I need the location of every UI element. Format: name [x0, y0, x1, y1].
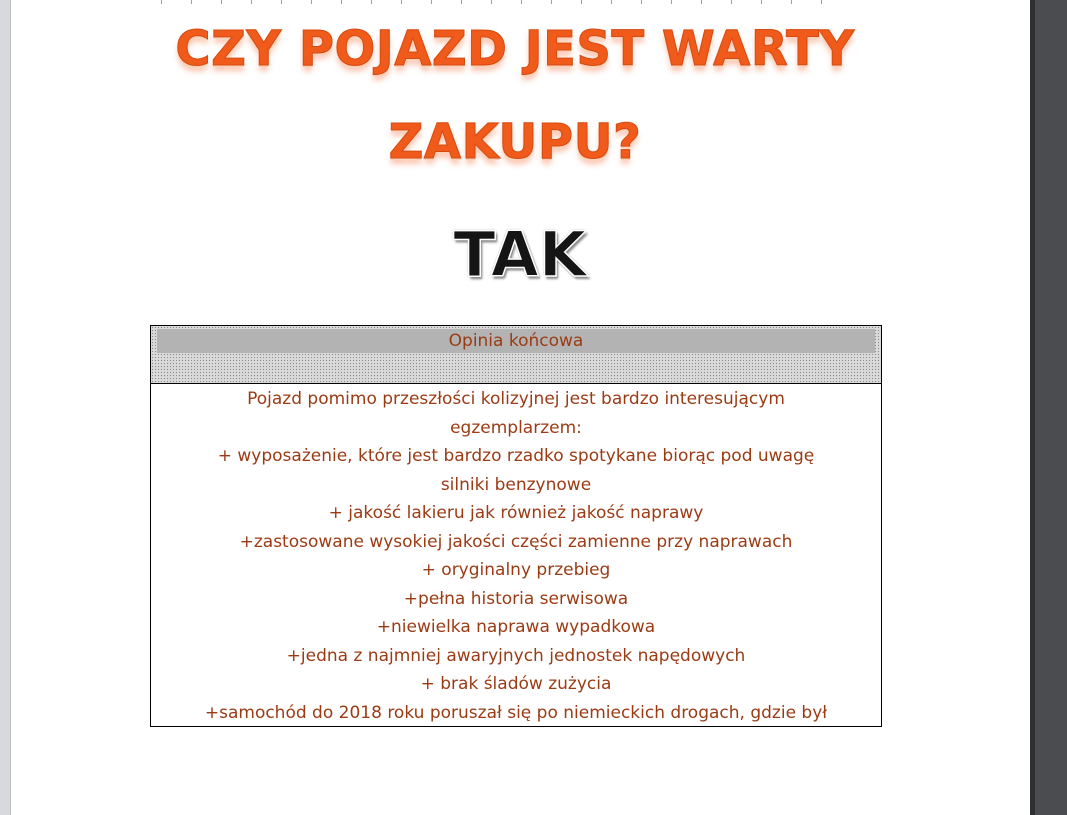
opinion-table-header: [151, 326, 881, 384]
ruler-tick: [251, 0, 252, 4]
ruler-tick: [761, 0, 762, 4]
ruler-tick: [311, 0, 312, 4]
ruler-tick: [371, 0, 372, 4]
window-right-edge: [1030, 0, 1067, 815]
opinion-line: +zastosowane wysokiej jakości części zamienne przy naprawach: [239, 531, 793, 552]
ruler-tick: [491, 0, 492, 4]
ruler-tick: [431, 0, 432, 4]
ruler-tick: [281, 0, 282, 4]
opinion-line: + wyposażenie, które jest bardzo rzadko spotykane biorąc pod uwagę: [217, 446, 815, 466]
ruler-tick: [671, 0, 672, 4]
opinion-line: +jedna z najmniej awaryjnych jednostek napędowych: [286, 645, 746, 666]
opinion-line: egzemplarzem:: [450, 417, 582, 438]
verdict-text: TAK: [453, 218, 587, 291]
opinion-line: silniki benzynowe: [440, 474, 592, 495]
ruler-tick: [701, 0, 702, 4]
page-shadow: [1030, 0, 1035, 815]
ruler-tick: [581, 0, 582, 4]
opinion-line: +niewielka naprawa wypadkowa: [376, 617, 656, 637]
ruler-tick: [191, 0, 192, 4]
opinion-table-body: [151, 384, 881, 726]
opinion-line: + oryginalny przebieg: [421, 560, 611, 580]
ruler-tick: [401, 0, 402, 4]
ruler-tick: [221, 0, 222, 4]
ruler-tick: [611, 0, 612, 4]
ruler-tick: [791, 0, 792, 4]
opinion-line: + brak śladów zużycia: [420, 674, 612, 694]
ruler-ticks: [161, 0, 861, 5]
ruler-tick: [521, 0, 522, 4]
ruler-tick: [341, 0, 342, 4]
opinion-table: [150, 325, 882, 727]
ruler-tick: [551, 0, 552, 4]
opinion-line: Pojazd pomimo przeszłości kolizyjnej jest bardzo interesującym: [247, 389, 785, 409]
document-title: [0, 18, 1030, 204]
title-line-1: CZY POJAZD JEST WARTY: [175, 21, 855, 77]
title-line-2: ZAKUPU?: [388, 114, 642, 170]
opinion-header-label: Opinia końcowa: [448, 331, 584, 351]
opinion-line: +pełna historia serwisowa: [403, 588, 629, 609]
ruler-tick: [821, 0, 822, 4]
ruler-tick: [461, 0, 462, 4]
opinion-line: + jakość lakieru jak również jakość naprawy: [328, 503, 704, 523]
ruler-tick: [731, 0, 732, 4]
ruler-tick: [641, 0, 642, 4]
ruler-tick: [161, 0, 162, 4]
opinion-line: +samochód do 2018 roku poruszał się po niemieckich drogach, gdzie był: [204, 702, 828, 723]
